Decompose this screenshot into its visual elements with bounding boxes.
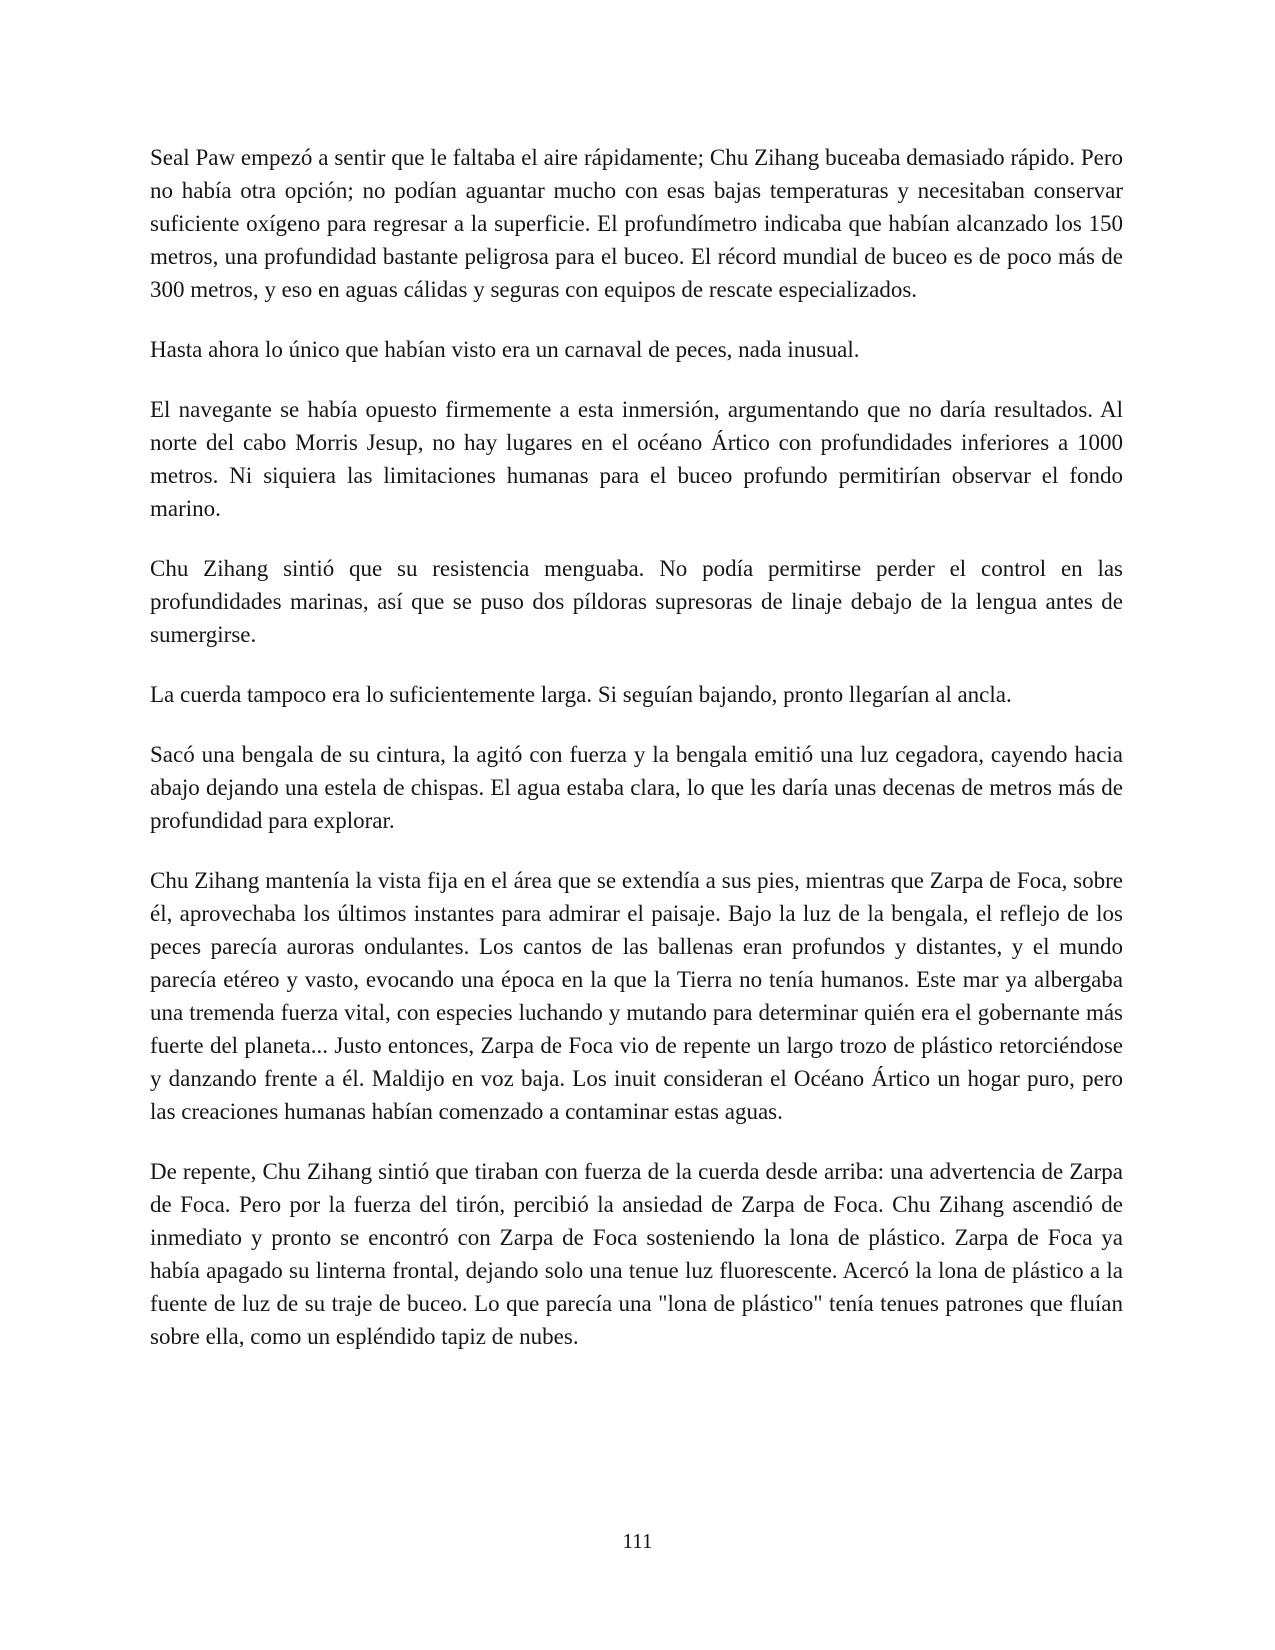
paragraph-6: Sacó una bengala de su cintura, la agitó con fuerza y la bengala emitió una luz cegadora, cayendo hacia abajo dejando una estela de chispas. El agua estaba clara, lo que les daría unas decenas de metros más de profundidad para explorar.	[150, 742, 1123, 833]
paragraph-2: Hasta ahora lo único que habían visto era un carnaval de peces, nada inusual.	[150, 337, 860, 362]
paragraph-5: La cuerda tampoco era lo suficientemente larga. Si seguían bajando, pronto llegarían al ancla.	[150, 682, 1012, 707]
paragraph-7: Chu Zihang mantenía la vista fija en el área que se extendía a sus pies, mientras que Zarpa de Foca, sobre él, aprovechaba los últimos instantes para admirar el paisaje. Bajo la luz de la bengala, el reflejo de los peces parecía auroras ondulantes. Los cantos de las ballenas eran profundos y distantes, y el mundo parecía etéreo y vasto, evocando una época en la que la Tierra no tenía humanos. Este mar ya albergaba una tremenda fuerza vital, con especies luchando y mutando para determinar quién era el gobernante más fuerte del planeta... Justo entonces, Zarpa de Foca vio de repente un largo trozo de plástico retorciéndose y danzando frente a él. Maldijo en voz baja. Los inuit consideran el Océano Ártico un hogar puro, pero las creaciones humanas habían comenzado a contaminar estas aguas.	[150, 868, 1123, 1124]
paragraph-4: Chu Zihang sintió que su resistencia menguaba. No podía permitirse perder el control en las profundidades marinas, así que se puso dos píldoras supresoras de linaje debajo de la lengua antes de sumergirse.	[150, 556, 1123, 647]
text-block	[150, 141, 1123, 1380]
page-number: 111	[622, 1529, 653, 1553]
paragraph-3: El navegante se había opuesto firmemente a esta inmersión, argumentando que no daría resultados. Al norte del cabo Morris Jesup, no hay lugares en el océano Ártico con profundidades inferiores a 1000 metros. Ni siquiera las limitaciones humanas para el buceo profundo permitirían observar el fondo marino.	[150, 397, 1123, 521]
paragraph-8: De repente, Chu Zihang sintió que tiraban con fuerza de la cuerda desde arriba: una advertencia de Zarpa de Foca. Pero por la fuerza del tirón, percibió la ansiedad de Zarpa de Foca. Chu Zihang ascendió de inmediato y pronto se encontró con Zarpa de Foca sosteniendo la lona de plástico. Zarpa de Foca ya había apagado su linterna frontal, dejando solo una tenue luz fluorescente. Acercó la lona de plástico a la fuente de luz de su traje de buceo. Lo que parecía una "lona de plástico" tenía tenues patrones que fluían sobre ella, como un espléndido tapiz de nubes.	[150, 1159, 1123, 1349]
paragraph-1: Seal Paw empezó a sentir que le faltaba el aire rápidamente; Chu Zihang buceaba demasiado rápido. Pero no había otra opción; no podían aguantar mucho con esas bajas temperaturas y necesitaban conservar suficiente oxígeno para regresar a la superficie. El profundímetro indicaba que habían alcanzado los 150 metros, una profundidad bastante peligrosa para el buceo. El récord mundial de buceo es de poco más de 300 metros, y eso en aguas cálidas y seguras con equipos de rescate especializados.	[150, 145, 1123, 302]
